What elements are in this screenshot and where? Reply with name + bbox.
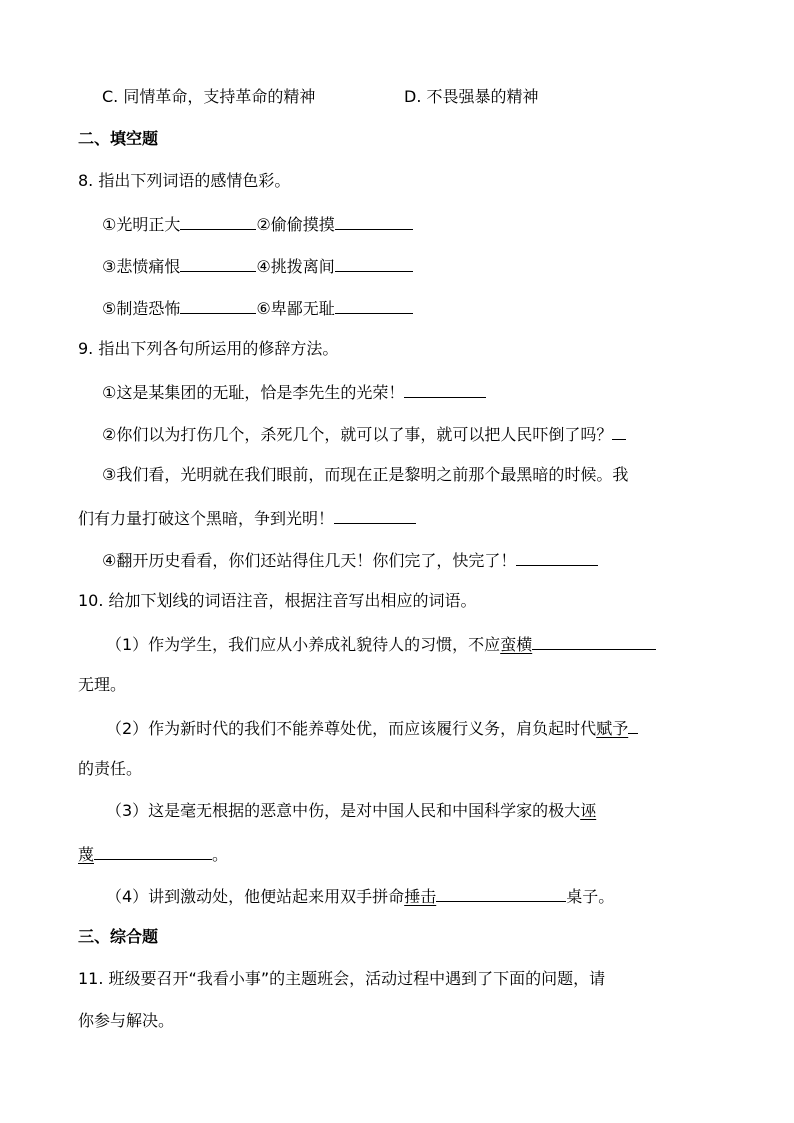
q9-sentence-3-line-2-text: 们有力量打破这个黑暗，争到光明！	[78, 509, 335, 528]
answer-blank[interactable]	[335, 254, 413, 272]
answer-blank[interactable]	[335, 212, 413, 230]
q10-part-3	[106, 800, 596, 822]
q8-item-3: ③悲愤痛恨	[102, 257, 181, 276]
answer-blank[interactable]	[612, 422, 626, 440]
q10-part-2-tail: 的责任。	[78, 759, 143, 778]
q10-part-3-period: 。	[212, 845, 229, 864]
q9-sentence-1-text: ①这是某集团的无耻，恰是李先生的光荣！	[102, 383, 405, 402]
q9-sentence-4	[102, 548, 598, 570]
q7-option-c: C. 同情革命，支持革命的精神	[102, 87, 316, 106]
q8-item-4: ④挑拨离间	[256, 257, 335, 276]
q11-line-1: 11. 班级要召开“我看小事”的主题班会，活动过程中遇到了下面的问题，请	[78, 969, 606, 988]
underlined-word: 蛮横	[500, 635, 533, 654]
answer-blank[interactable]	[436, 884, 566, 902]
section-title-comprehensive: 三、综合题	[78, 927, 159, 946]
q8-row-2	[102, 254, 413, 276]
answer-blank[interactable]	[180, 212, 256, 230]
q8-item-6: ⑥卑鄙无耻	[256, 299, 335, 318]
q11-line-2: 你参与解决。	[78, 1011, 175, 1030]
answer-blank[interactable]	[532, 632, 656, 650]
q10-part-1-text: （1）作为学生，我们应从小养成礼貌待人的习惯，不应	[106, 635, 501, 654]
underlined-word: 捶击	[404, 887, 437, 906]
answer-blank[interactable]	[180, 296, 256, 314]
q10-part-4-tail: 桌子。	[566, 887, 615, 906]
q10-part-4	[106, 884, 614, 906]
q9-stem: 9. 指出下列各句所运用的修辞方法。	[78, 339, 339, 358]
q10-stem: 10. 给加下划线的词语注音，根据注音写出相应的词语。	[78, 591, 477, 610]
q10-part-3-text: （3）这是毫无根据的恶意中伤，是对中国人民和中国科学家的极大	[106, 801, 581, 820]
q9-sentence-2	[102, 422, 626, 444]
q7-option-d: D. 不畏强暴的精神	[404, 87, 539, 106]
q8-item-2: ②偷偷摸摸	[256, 215, 335, 234]
q10-part-1	[106, 632, 656, 654]
section-title-fill-in: 二、填空题	[78, 129, 159, 148]
q8-row-1	[102, 212, 413, 234]
answer-blank[interactable]	[334, 506, 416, 524]
answer-blank[interactable]	[404, 380, 486, 398]
answer-blank[interactable]	[335, 296, 413, 314]
q10-part-2-text: （2）作为新时代的我们不能养尊处优，而应该履行义务，肩负起时代	[106, 719, 597, 738]
q9-sentence-4-text: ④翻开历史看看，你们还站得住几天！你们完了，快完了！	[102, 551, 517, 570]
q9-sentence-3-line-1: ③我们看，光明就在我们眼前，而现在正是黎明之前那个最黑暗的时候。我	[102, 465, 629, 484]
answer-blank[interactable]	[94, 842, 212, 860]
underlined-word: 诬	[580, 801, 597, 820]
q10-part-4-text: （4）讲到激动处，他便站起来用双手拼命	[106, 887, 405, 906]
underlined-word: 蔑	[78, 845, 95, 864]
q8-item-5: ⑤制造恐怖	[102, 299, 181, 318]
q9-sentence-1	[102, 380, 486, 402]
answer-blank[interactable]	[516, 548, 598, 566]
q10-part-1-tail: 无理。	[78, 675, 127, 694]
q10-part-2	[106, 716, 638, 738]
answer-blank[interactable]	[180, 254, 256, 272]
q8-row-3	[102, 296, 413, 318]
answer-blank[interactable]	[628, 716, 638, 734]
q8-item-1: ①光明正大	[102, 215, 181, 234]
q8-stem: 8. 指出下列词语的感情色彩。	[78, 171, 291, 190]
q9-sentence-2-text: ②你们以为打伤几个，杀死几个，就可以了事，就可以把人民吓倒了吗？	[102, 425, 613, 444]
q10-part-3-tail	[78, 842, 228, 864]
underlined-word: 赋予	[596, 719, 629, 738]
q9-sentence-3-line-2	[78, 506, 416, 528]
